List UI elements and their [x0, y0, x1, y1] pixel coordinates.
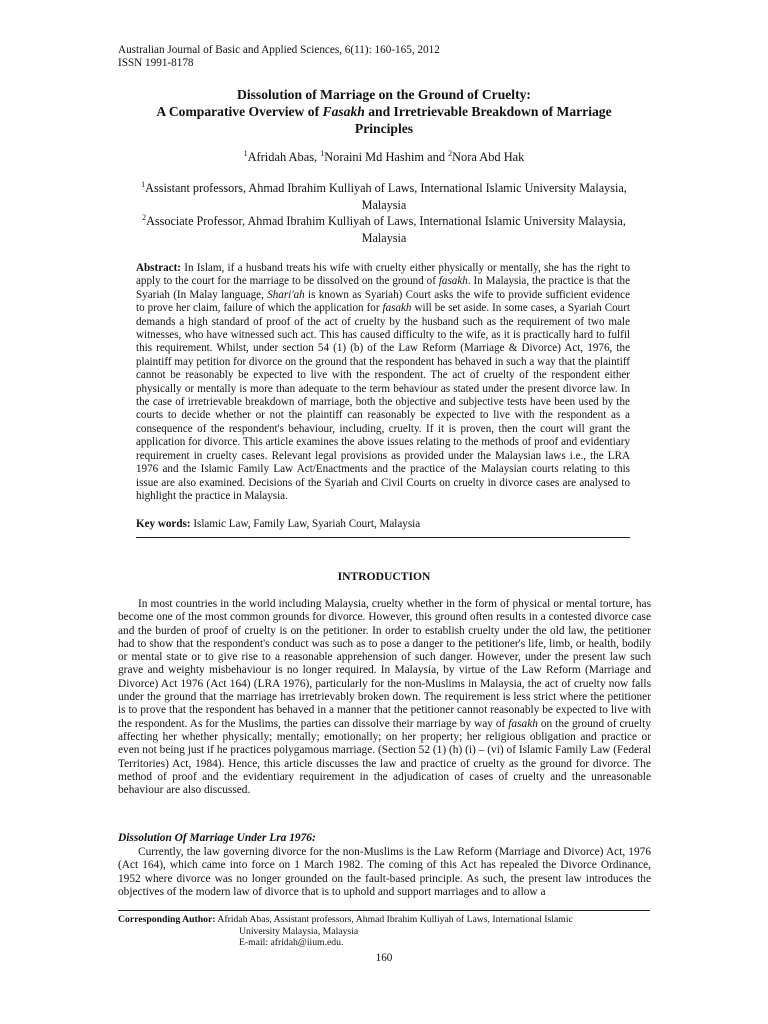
introduction-heading: INTRODUCTION: [337, 570, 431, 583]
section-body: [118, 846, 651, 899]
title-italic-term: Fasakh: [322, 104, 365, 119]
author-list: [118, 150, 650, 165]
title-line-1: Dissolution of Marriage on the Ground of Cruelty:: [237, 87, 531, 102]
affiliation-1: [118, 180, 650, 197]
abstract-italic-term: Shari'ah: [267, 288, 305, 301]
corr-text: Afridah Abas, Assistant professors, Ahmad Ibrahim Kulliyah of Laws, International Islamic: [215, 914, 573, 925]
title-text: A Comparative Overview of: [156, 104, 323, 119]
body-text: on the ground of cruelty affecting her whether physically; mentally; emotionally; on her property; her religious obligation and practice or even not being just if he practices polygamous marriage. (Section 52 (1) (h) (i) – (vi) of Islamic Family Law (Federal Territories) Act, 1984). Hence, this article discusses the law and practice of cruelty as the ground for divorce. The method of proof and the evidentiary requirement in the adjudication of cases of cruelty and the unreasonable behaviour are also discussed.: [118, 717, 651, 797]
abstract-divider: [136, 537, 630, 538]
body-text: In most countries in the world including Malaysia, cruelty whether in the form of physical or mental torture, has become one of the most common grounds for divorce. However, this ground often results in a contested divorce case and the burden of proof of cruelty is on the petitioner. In order to establish cruelty under the old law, the petitioner had to show that the respondent's conduct was such as to pose a danger to the petitioner's life, limb, or health, bodily or mental state or to give rise to a reasonable apprehension of such danger. However, under the present law such grave and weighty misbehaviour is no longer required. In Malaysia, by virtue of the Law Reform (Marriage and Divorce) Act 1976 (Act 164) (LRA 1976), particularly for the non-Muslims in Malaysia, the act of cruelty now falls under the ground that the marriage has irretrievably broken down. The requirement is less strict where the petitioner is to prove that the respondent has behaved in a manner that the petitioner cannot reasonably be expected to live with the respondent. As for the Muslims, the parties can dissolve their marriage by way of: [118, 598, 651, 730]
abstract-italic-term: fasakh: [382, 302, 412, 315]
corr-line-1: [118, 914, 651, 926]
author-affil-marker: 2: [448, 148, 453, 158]
author-name: Noraini Md Hashim and: [324, 150, 449, 164]
corr-label: Corresponding Author:: [118, 914, 216, 925]
introduction-paragraph: [118, 598, 651, 797]
paper-title: [118, 86, 650, 137]
author-affil-marker: 1: [243, 148, 248, 158]
abstract-text: [136, 262, 630, 503]
page-number: 160: [375, 952, 393, 964]
journal-citation: Australian Journal of Basic and Applied Sciences, 6(11): 160-165, 2012: [118, 44, 440, 56]
affil-marker: 2: [142, 212, 147, 222]
body-italic-term: fasakh: [508, 717, 538, 730]
corresponding-author-note: [118, 914, 651, 949]
abstract-body: . In Malaysia, the practice is that the Syariah (In Malay language,: [136, 275, 630, 301]
title-line-3: Principles: [354, 121, 414, 136]
corr-line-2: University Malaysia, Malaysia: [239, 925, 359, 937]
abstract-body: is known as Syariah) Court asks the wife to provide sufficient evidence to prove her claim, failure of which the application for: [136, 288, 630, 315]
title-line-2: [118, 103, 650, 120]
abstract-body: will be set aside. In some cases, a Syariah Court demands a high standard of proof of the act of cruelty by the husband such as the requirement of two male witnesses, who have witnessed such act. This has caused difficulty to the wife, as it is practically hard to fulfil this requirement. Whilst, under section 54 (1) (b) of the Law Reform (Marriage & Divorce) Act, 1976, the plaintiff may petition for divorce on the ground that the respondent has behaved in such a way that the plaintiff cannot be reasonably be expected to live with the respondent. The act of cruelty of the respondent either physically or mentally is more than adequate to the term behaviour as stated under the present divorce law. In the case of irretrievable breakdown of marriage, both the objective and subjective tests have been used by the courts to decide whether or not the plaintiff can reasonably be expected to live with the respondent as a consequence of the respondent's behaviour, including, cruelty. If it is proven, then the court will grant the application for divorce. This article examines the above issues relating to the methods of proof and evidentiary requirement in cruelty cases. Relevant legal provisions as provided under the Malaysian laws i.e., the LRA 1976 and the Islamic Family Law Act/Enactments and the practice of the Malaysian courts relating to this issue are also examined. Decisions of the Syariah and Civil Courts on cruelty in divorce cases are analysed to highlight the practice in Malaysia.: [136, 302, 630, 502]
keywords-text: Islamic Law, Family Law, Syariah Court, Malaysia: [190, 518, 421, 531]
footnote-divider: [118, 910, 650, 911]
section-heading: Dissolution Of Marriage Under Lra 1976:: [118, 832, 316, 844]
author-affil-marker: 1: [320, 148, 325, 158]
abstract-section: [136, 262, 630, 538]
affiliations: [118, 180, 650, 246]
author-name: Afridah Abas,: [247, 150, 321, 164]
title-text: and Irretrievable Breakdown of Marriage: [364, 104, 612, 119]
journal-header: [118, 44, 440, 70]
abstract-body: In Islam, if a husband treats his wife with cruelty either physically or mentally, she has the right to apply to the court for the marriage to be dissolved on the ground of: [136, 262, 630, 288]
affiliation-2-cont: Malaysia: [361, 230, 407, 245]
journal-issn: ISSN 1991-8178: [118, 57, 194, 69]
corr-email: E-mail: afridah@iium.edu.: [239, 937, 344, 948]
section-paragraph: Currently, the law governing divorce for the non-Muslims is the Law Reform (Marriage and Divorce) Act, 1976 (Act 164), which came into force on 1 March 1982. The coming of this Act has repealed the Divorce Ordinance, 1952 where divorce was no longer grounded on the fault-based principle. As such, the present law introduces the objectives of the modern law of divorce that is to uphold and support marriages and to allow a: [118, 846, 651, 898]
affiliation-1-cont: Malaysia: [361, 197, 407, 212]
keywords-label: Key words:: [136, 518, 191, 531]
keywords: [136, 518, 630, 537]
author-name: Nora Abd Hak: [452, 150, 525, 164]
abstract-italic-term: fasakh: [438, 275, 468, 288]
affil-text: Associate Professor, Ahmad Ibrahim Kulliyah of Laws, International Islamic University Malaysia,: [146, 214, 626, 228]
affiliation-2: [118, 213, 650, 230]
introduction-body: [118, 598, 651, 797]
abstract-label: Abstract:: [136, 262, 181, 274]
affil-marker: 1: [141, 179, 146, 189]
affil-text: Assistant professors, Ahmad Ibrahim Kulliyah of Laws, International Islamic University Malaysia,: [145, 181, 627, 195]
